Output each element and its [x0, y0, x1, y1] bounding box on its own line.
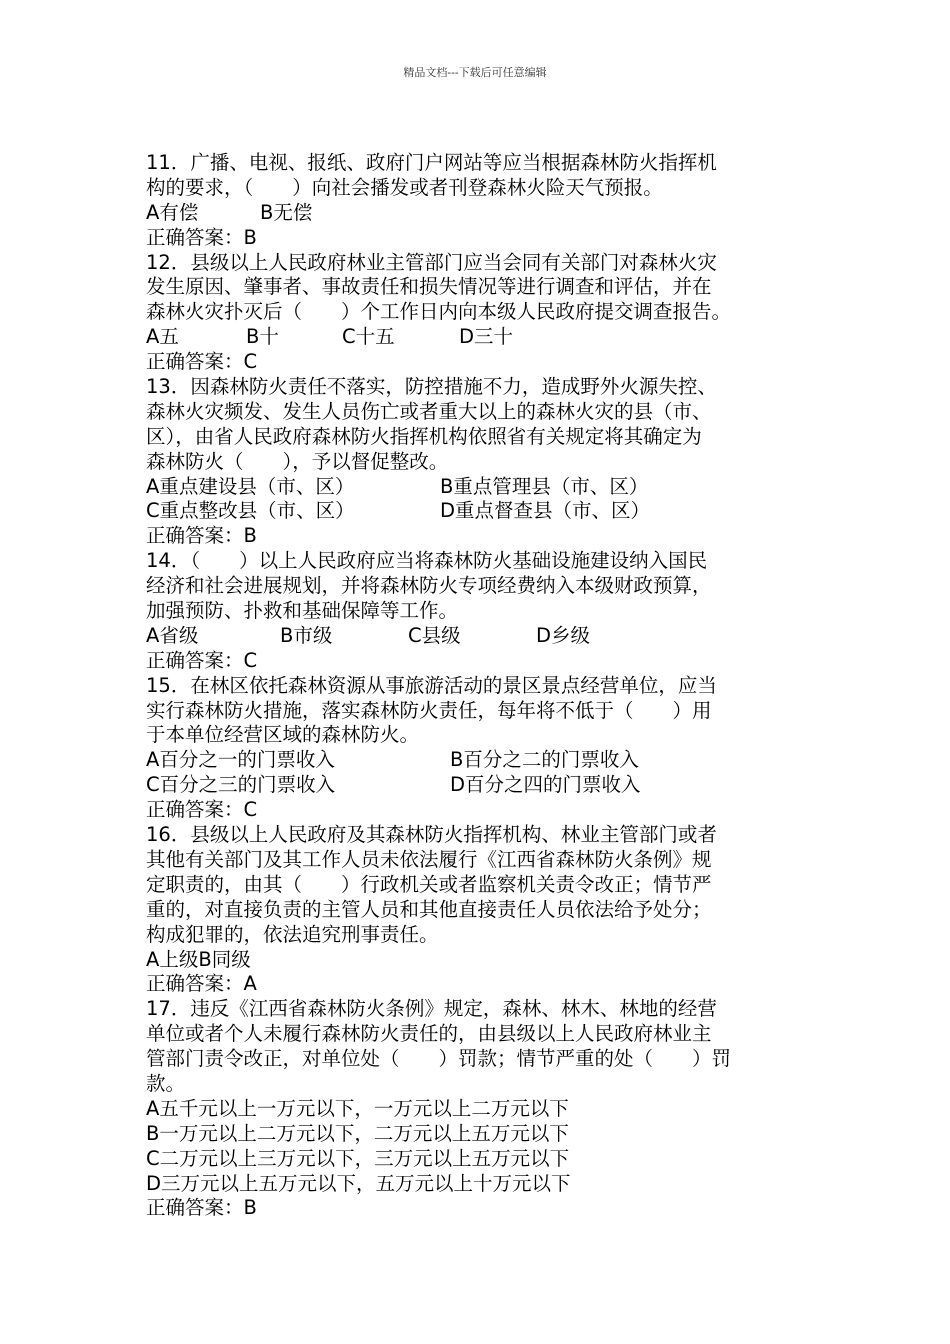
option-row [146, 624, 826, 649]
option-a: A五千元以上一万元以下，一万元以上二万元以下 [146, 1096, 569, 1120]
option-row [146, 325, 826, 350]
option-row [146, 1097, 826, 1122]
answer-line: 正确答案：B [146, 1196, 257, 1220]
option-a: A省级 [146, 623, 199, 647]
question-text-line: 森林火灾扑灭后（ ）个工作日内向本级人民政府提交调查报告。 [146, 300, 732, 324]
option-c: C县级 [408, 623, 461, 647]
question-text-line: 区），由省人民政府森林防火指挥机构依照省有关规定将其确定为 [146, 424, 702, 448]
question-text-line: 加强预防、扑救和基础保障等工作。 [146, 599, 459, 623]
option-b: B无偿 [260, 200, 313, 224]
question-16 [146, 823, 826, 997]
question-text-line: 款。 [146, 1071, 186, 1095]
page-header: 精品文档---下载后可任意编辑 [403, 66, 547, 79]
option-c: C百分之三的门票收入 [146, 773, 336, 797]
option-a: A百分之一的门票收入 [146, 748, 335, 772]
question-text-line: 其他有关部门及其工作人员未依法履行《江西省森林防火条例》规 [146, 847, 712, 871]
question-text-line: 经济和社会进展规划，并将森林防火专项经费纳入本级财政预算， [146, 574, 712, 598]
question-15 [146, 674, 826, 823]
question-text-line: 15．在林区依托森林资源从事旅游活动的景区景点经营单位，应当 [146, 673, 717, 697]
question-17 [146, 997, 826, 1221]
option-b: B百分之二的门票收入 [450, 748, 639, 772]
question-12 [146, 251, 826, 375]
option-ab: A上级B同级 [146, 947, 251, 971]
question-11 [146, 151, 826, 251]
question-text-line: 森林火灾频发、发生人员伤亡或者重大以上的森林火灾的县（市、 [146, 399, 712, 423]
question-text-line: 实行森林防火措施，落实森林防火责任，每年将不低于（ ）用 [146, 698, 712, 722]
question-text-line: 14．（ ）以上人民政府应当将森林防火基础设施建设纳入国民 [146, 549, 708, 573]
question-text-line: 管部门责令改正，对单位处（ ）罚款；情节严重的处（ ）罚 [146, 1047, 732, 1071]
option-a: A有偿 [146, 200, 199, 224]
question-text-line: 于本单位经营区域的森林防火。 [146, 723, 420, 747]
answer-line: 正确答案：C [146, 350, 258, 374]
option-d: D乡级 [536, 623, 591, 647]
question-text-line: 12．县级以上人民政府林业主管部门应当会同有关部门对森林火灾 [146, 250, 717, 274]
question-text-line: 重的，对直接负责的主管人员和其他直接责任人员依法给予处分； [146, 897, 712, 921]
question-text-line: 构的要求，（ ）向社会播发或者刊登森林火险天气预报。 [146, 175, 663, 199]
answer-line: 正确答案：B [146, 524, 257, 548]
option-row [146, 201, 826, 226]
question-text-line: 11．广播、电视、报纸、政府门户网站等应当根据森林防火指挥机 [146, 151, 717, 174]
answer-line: 正确答案：B [146, 225, 257, 249]
option-d: D重点督查县（市、区） [440, 499, 651, 523]
option-c: C二万元以上三万元以下，三万元以上五万元以下 [146, 1146, 570, 1170]
option-row [146, 475, 826, 500]
question-text-line: 定职责的，由其（ ）行政机关或者监察机关责令改正；情节严 [146, 872, 712, 896]
answer-line: 正确答案：A [146, 972, 257, 996]
option-b: B十 [246, 325, 279, 349]
option-d: D三万元以上五万元以下，五万元以上十万元以下 [146, 1171, 571, 1195]
question-text-line: 单位或者个人未履行森林防火责任的，由县级以上人民政府林业主 [146, 1022, 712, 1046]
option-c: C十五 [342, 325, 395, 349]
option-row [146, 1122, 826, 1147]
question-text-line: 17．违反《江西省森林防火条例》规定，森林、林木、林地的经营 [146, 997, 717, 1021]
option-b: B重点管理县（市、区） [440, 474, 649, 498]
answer-line: 正确答案：C [146, 648, 258, 672]
option-row [146, 948, 826, 973]
question-14 [146, 549, 826, 673]
option-d: D百分之四的门票收入 [450, 773, 641, 797]
question-text-line: 森林防火（ ），予以督促整改。 [146, 449, 449, 473]
question-text-line: 发生原因、肇事者、事故责任和损失情况等进行调查和评估，并在 [146, 275, 712, 299]
question-text-line: 16．县级以上人民政府及其森林防火指挥机构、林业主管部门或者 [146, 823, 717, 847]
option-row [146, 1147, 826, 1172]
question-13 [146, 375, 826, 549]
question-text-line: 构成犯罪的，依法追究刑事责任。 [146, 922, 439, 946]
question-text-line: 13．因森林防火责任不落实，防控措施不力，造成野外火源失控、 [146, 375, 717, 399]
option-row [146, 773, 826, 798]
option-a: A五 [146, 325, 179, 349]
question-list [146, 151, 826, 1221]
option-a: A重点建设县（市、区） [146, 474, 355, 498]
option-b: B一万元以上二万元以下，二万元以上五万元以下 [146, 1121, 569, 1145]
answer-line: 正确答案：C [146, 798, 258, 822]
option-b: B市级 [280, 623, 333, 647]
option-c: C重点整改县（市、区） [146, 499, 355, 523]
option-row [146, 1172, 826, 1197]
option-row [146, 499, 826, 524]
option-d: D三十 [459, 325, 514, 349]
option-row [146, 748, 826, 773]
